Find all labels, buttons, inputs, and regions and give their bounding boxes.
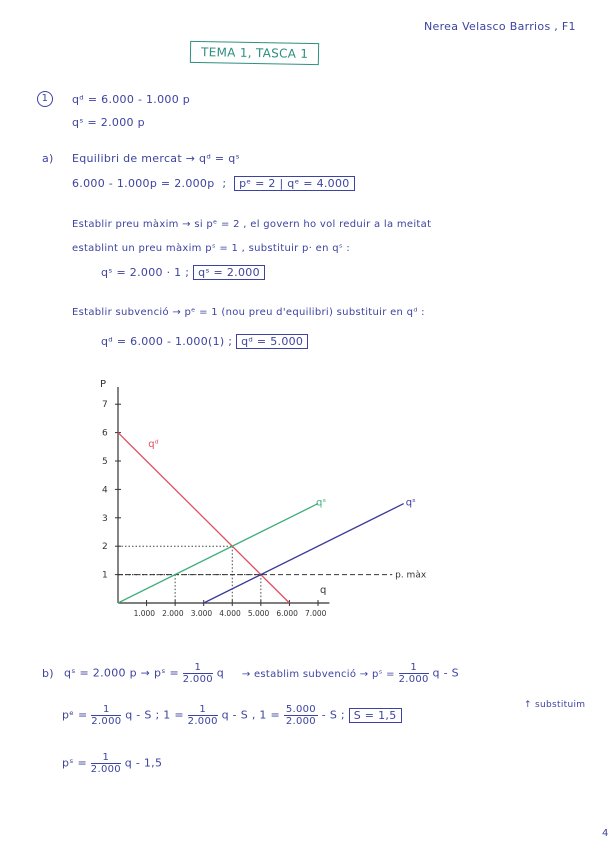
y-tick-label: 7 xyxy=(102,400,108,411)
subsidy-result-box: qᵈ = 5.000 xyxy=(236,334,308,349)
part-a-label: a) xyxy=(42,152,54,165)
part-b-label: b) xyxy=(42,667,54,680)
part-b-l3-text-a: pˢ = xyxy=(62,756,87,770)
y-tick-label: 1 xyxy=(102,570,108,581)
equilibrium-equation: 6.000 - 1.000p = 2.000p xyxy=(72,177,215,190)
part-b-l1-text-d: q - S xyxy=(432,666,459,680)
part-a-line3: Establir preu màxim → si pᵉ = 2 , el govern ho vol reduir a la meitat xyxy=(72,219,432,230)
part-a-line1: Equilibri de mercat → qᵈ = qˢ xyxy=(72,152,240,165)
series-line xyxy=(118,433,289,603)
series-line xyxy=(204,504,404,603)
author-name: Nerea Velasco Barrios , F1 xyxy=(424,20,576,33)
x-tick-label: 2.000 xyxy=(162,609,184,618)
part-a-line5 xyxy=(101,266,265,279)
part-b-l2-text-b: q - S ; 1 = xyxy=(125,708,184,722)
part-b-l1-text-c: → establim subvenció → pˢ = xyxy=(241,668,395,680)
fraction: $\frac{5.000}{2.000}$ xyxy=(285,704,316,727)
part-b-l1-text-b: q xyxy=(216,666,225,680)
y-tick-label: 6 xyxy=(102,428,108,439)
y-axis-label: P xyxy=(100,379,107,390)
fraction: $\frac{1}{2.000}$ xyxy=(91,704,122,727)
x-tick-label: 3.000 xyxy=(190,609,213,618)
part-a-line7 xyxy=(101,335,308,348)
part-b-l1-text-a: qˢ = 2.000 p → pˢ = xyxy=(64,666,179,680)
subsidy-equation: qᵈ = 6.000 - 1.000(1) ; xyxy=(101,335,233,348)
x-tick-label: 4.000 xyxy=(219,609,241,618)
page-number: 4 xyxy=(602,828,609,839)
exercise-number: 1 xyxy=(37,91,53,107)
part-a-line2 xyxy=(72,177,355,190)
fraction: $\frac{1}{2.000}$ xyxy=(398,662,429,685)
fraction: $\frac{1}{2.000}$ xyxy=(90,752,121,775)
demand-equation: qᵈ = 6.000 - 1.000 p xyxy=(72,93,191,106)
part-a-line4: establint un preu màxim pˢ = 1 , substituir p· en qˢ : xyxy=(72,243,351,254)
page-title: TEMA 1, TASCA 1 xyxy=(190,41,320,65)
part-b-line1 xyxy=(64,662,459,685)
x-tick-label: 1.000 xyxy=(133,609,156,618)
y-tick-label: 4 xyxy=(102,485,108,496)
subsidy-value-box: S = 1,5 xyxy=(349,708,402,723)
fraction: $\frac{1}{2.000}$ xyxy=(187,704,218,727)
series-label: qˢ xyxy=(405,497,416,509)
x-tick-label: 7.000 xyxy=(304,609,327,618)
part-b-l3-text-b: q - 1,5 xyxy=(124,756,163,770)
max-price-result-box: qˢ = 2.000 xyxy=(193,265,265,280)
part-b-line3 xyxy=(62,752,162,775)
part-b-l2-text-c: q - S , 1 = xyxy=(221,708,281,722)
fraction: $\frac{1}{2.000}$ xyxy=(182,662,213,685)
x-tick-label: 6.000 xyxy=(276,609,298,618)
y-tick-label: 5 xyxy=(102,457,108,467)
series-line xyxy=(118,504,318,603)
max-price-equation: qˢ = 2.000 · 1 ; xyxy=(101,266,190,279)
series-label: qˢ xyxy=(315,497,327,509)
x-axis-label: q xyxy=(319,585,327,596)
equilibrium-result-box: pᵉ = 2 | qᵉ = 4.000 xyxy=(234,176,354,191)
supply-demand-chart xyxy=(80,375,427,630)
series-label: qᵈ xyxy=(148,438,159,450)
x-tick-label: 5.000 xyxy=(247,609,270,618)
y-tick-label: 2 xyxy=(102,542,108,553)
part-b-line2 xyxy=(62,704,402,727)
supply-equation: qˢ = 2.000 p xyxy=(72,116,145,129)
substitute-note: ↑ substituim xyxy=(524,700,586,710)
y-tick-label: 3 xyxy=(102,513,108,524)
part-b-l2-text-d: - S ; xyxy=(321,708,345,722)
max-price-label: p. màx xyxy=(395,570,427,581)
part-b-l2-text-a: pᵉ = xyxy=(62,708,88,722)
part-a-line6: Establir subvenció → pᵉ = 1 (nou preu d'equilibri) substituir en qᵈ : xyxy=(72,307,425,318)
separator: ; xyxy=(222,177,227,190)
